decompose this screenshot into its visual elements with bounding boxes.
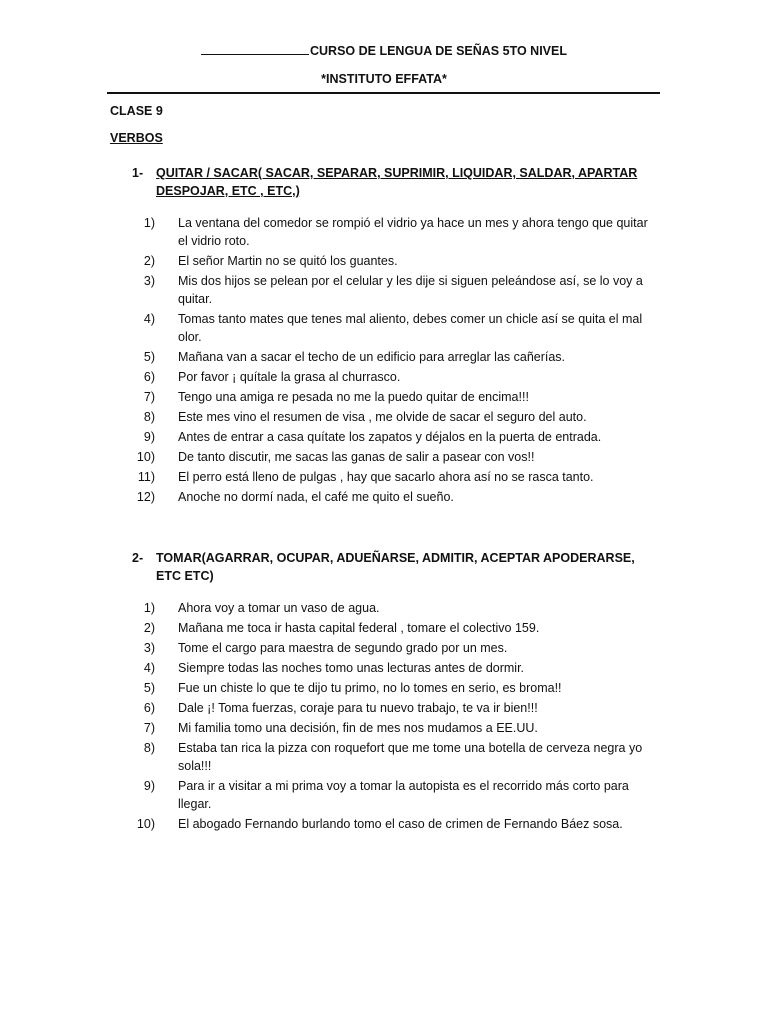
item-number: 9) bbox=[143, 430, 155, 444]
section-title: QUITAR / SACAR( SACAR, SEPARAR, SUPRIMIR, LIQUIDAR, SALDAR, APARTAR DESPOJAR, ETC , ETC,) bbox=[156, 166, 638, 198]
list-item bbox=[132, 468, 662, 486]
section-heading bbox=[132, 549, 662, 585]
section-heading bbox=[132, 164, 662, 200]
item-text: Por favor ¡ quítale la grasa al churrasco. bbox=[178, 370, 401, 384]
item-number: 6) bbox=[143, 701, 155, 715]
item-text: Antes de entrar a casa quítate los zapatos y déjalos en la puerta de entrada. bbox=[178, 430, 602, 444]
section-tomar bbox=[132, 549, 662, 835]
item-number: 4) bbox=[143, 312, 155, 326]
item-number: 3) bbox=[143, 274, 155, 288]
list-item bbox=[132, 428, 662, 446]
item-number: 3) bbox=[143, 641, 155, 655]
item-text: Siempre todas las noches tomo unas lecturas antes de dormir. bbox=[178, 661, 525, 675]
list-item bbox=[132, 368, 662, 386]
item-number: 2) bbox=[143, 621, 155, 635]
item-text: Mis dos hijos se pelean por el celular y les dije si siguen peleándose así, se lo voy a quitar. bbox=[178, 274, 643, 306]
course-title: CURSO DE LENGUA DE SEÑAS 5TO NIVEL bbox=[310, 44, 567, 58]
item-number: 7) bbox=[143, 390, 155, 404]
item-number: 2) bbox=[143, 254, 155, 268]
item-text: Tengo una amiga re pesada no me la puedo quitar de encima!!! bbox=[178, 390, 529, 404]
item-text: Mañana van a sacar el techo de un edificio para arreglar las cañerías. bbox=[178, 350, 566, 364]
section-title: TOMAR(AGARRAR, OCUPAR, ADUEÑARSE, ADMITIR, ACEPTAR APODERARSE, ETC ETC) bbox=[156, 551, 635, 583]
section-number: 2- bbox=[132, 551, 144, 565]
section-number: 1- bbox=[132, 166, 144, 180]
item-number: 1) bbox=[143, 601, 155, 615]
item-number: 10) bbox=[136, 450, 155, 464]
list-item bbox=[132, 488, 662, 506]
item-number: 12) bbox=[136, 490, 155, 504]
item-text: La ventana del comedor se rompió el vidrio ya hace un mes y ahora tengo que quitar el vidrio roto. bbox=[178, 216, 648, 248]
item-text: Para ir a visitar a mi prima voy a tomar la autopista es el recorrido más corto para llegar. bbox=[178, 779, 629, 811]
list-item bbox=[132, 619, 662, 637]
list-item bbox=[132, 272, 662, 308]
course-header bbox=[0, 44, 768, 58]
item-text: De tanto discutir, me sacas las ganas de salir a pasear con vos!! bbox=[178, 450, 535, 464]
example-list bbox=[132, 599, 662, 833]
blank-line bbox=[201, 44, 309, 55]
item-number: 7) bbox=[143, 721, 155, 735]
list-item bbox=[132, 214, 662, 250]
list-item bbox=[132, 777, 662, 813]
item-number: 8) bbox=[143, 741, 155, 755]
item-text: Tome el cargo para maestra de segundo grado por un mes. bbox=[178, 641, 508, 655]
item-text: Este mes vino el resumen de visa , me olvide de sacar el seguro del auto. bbox=[178, 410, 587, 424]
item-number: 8) bbox=[143, 410, 155, 424]
item-number: 5) bbox=[143, 681, 155, 695]
item-text: Estaba tan rica la pizza con roquefort que me tome una botella de cerveza negra yo sola!!! bbox=[178, 741, 643, 773]
item-number: 10) bbox=[136, 817, 155, 831]
list-item bbox=[132, 679, 662, 697]
item-text: El abogado Fernando burlando tomo el caso de crimen de Fernando Báez sosa. bbox=[178, 817, 623, 831]
item-number: 4) bbox=[143, 661, 155, 675]
list-item bbox=[132, 739, 662, 775]
institute-name: *INSTITUTO EFFATA* bbox=[321, 72, 447, 86]
verbs-heading: VERBOS bbox=[110, 131, 163, 145]
list-item bbox=[132, 408, 662, 426]
list-item bbox=[132, 599, 662, 617]
list-item bbox=[132, 310, 662, 346]
list-item bbox=[132, 815, 662, 833]
item-text: El perro está lleno de pulgas , hay que sacarlo ahora así no se rasca tanto. bbox=[178, 470, 594, 484]
list-item bbox=[132, 448, 662, 466]
list-item bbox=[132, 388, 662, 406]
list-item bbox=[132, 699, 662, 717]
header-divider bbox=[107, 92, 660, 94]
item-number: 1) bbox=[143, 216, 155, 230]
item-text: El señor Martin no se quitó los guantes. bbox=[178, 254, 398, 268]
item-text: Tomas tanto mates que tenes mal aliento, debes comer un chicle así se quita el mal olor. bbox=[178, 312, 643, 344]
example-list bbox=[132, 214, 662, 506]
item-text: Ahora voy a tomar un vaso de agua. bbox=[178, 601, 380, 615]
class-label: CLASE 9 bbox=[110, 104, 163, 118]
list-item bbox=[132, 252, 662, 270]
item-text: Mañana me toca ir hasta capital federal , tomare el colectivo 159. bbox=[178, 621, 540, 635]
item-number: 5) bbox=[143, 350, 155, 364]
list-item bbox=[132, 659, 662, 677]
item-text: Dale ¡! Toma fuerzas, coraje para tu nuevo trabajo, te va ir bien!!! bbox=[178, 701, 538, 715]
list-item bbox=[132, 719, 662, 737]
item-text: Anoche no dormí nada, el café me quito el sueño. bbox=[178, 490, 454, 504]
item-number: 11) bbox=[137, 470, 155, 484]
section-quitar bbox=[132, 164, 662, 508]
list-item bbox=[132, 639, 662, 657]
item-number: 6) bbox=[143, 370, 155, 384]
item-text: Fue un chiste lo que te dijo tu primo, no lo tomes en serio, es broma!! bbox=[178, 681, 562, 695]
item-text: Mi familia tomo una decisión, fin de mes nos mudamos a EE.UU. bbox=[178, 721, 538, 735]
item-number: 9) bbox=[143, 779, 155, 793]
list-item bbox=[132, 348, 662, 366]
